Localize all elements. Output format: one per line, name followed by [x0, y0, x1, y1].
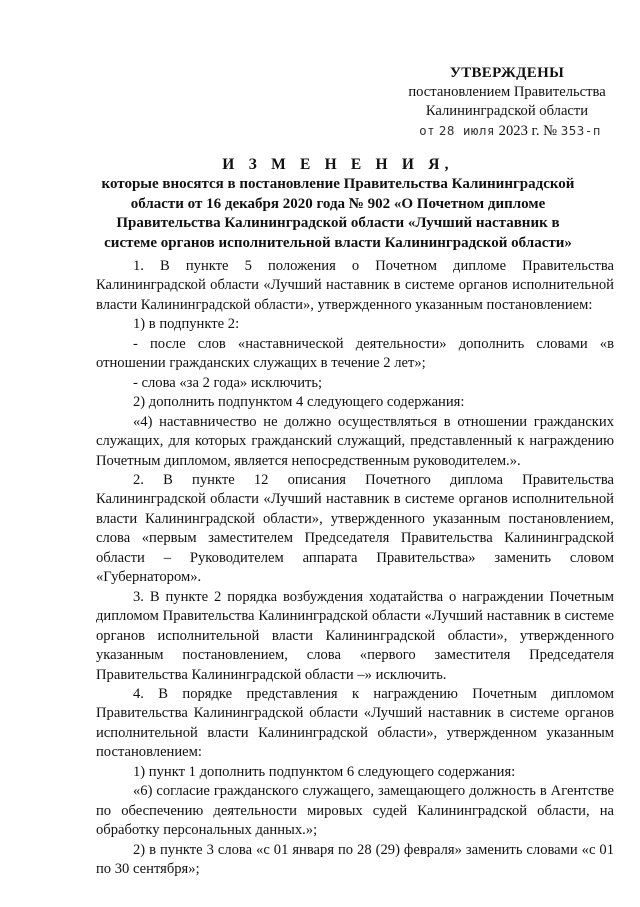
number-prefix: №: [543, 123, 558, 139]
paragraph-1-sub-1-b: - слова «за 2 года» исключить;: [133, 374, 323, 391]
date-year: 2023 г.: [498, 123, 540, 139]
paragraph-1-sub-1: 1) в подпункте 2:: [133, 316, 240, 333]
paragraph-4: 4. В порядке представления к награждению Почетным дипломом Правительства Калининградской области «Лучший наставник в системе органов исполнительной власти Калининградской области», утвержденном указанным постановлением:: [96, 685, 614, 761]
document-title: [96, 155, 580, 253]
approval-date-line: [398, 121, 622, 141]
paragraph-4-sub-2: 2) в пункте 3 слова «с 01 января по 28 (29) февраля» заменить словами «с 01 по 30 сентября»;: [96, 841, 614, 878]
paragraph-4-sub-1-quote: «6) согласие гражданского служащего, замещающего должность в Агентстве по обеспечению деятельности мировых судей Калининградской области, на обработку персональных данных.»;: [96, 783, 614, 839]
paragraph-3: 3. В пункте 2 порядка возбуждения ходатайства о награждении Почетным дипломом Правительства Калининградской области «Лучший наставник в системе органов исполнительной власти Калининградской области», утвержденного указанным постановлением, слова «первого заместителя Председателя Правительства Калининградской области –» исключить.: [96, 588, 614, 683]
title-main: И З М Е Н Е Н И Я,: [222, 156, 454, 173]
paragraph-1-sub-1-a: - после слов «наставнической деятельности» дополнить словами «в отношении гражданских служащих в течение 2 лет»;: [96, 335, 614, 372]
document-body: [96, 257, 614, 880]
date-handwritten: 28 июля: [438, 123, 496, 138]
paragraph-2: 2. В пункте 12 описания Почетного диплома Правительства Калининградской области «Лучший наставник в системе органов исполнительной власти Калининградской области», утвержденного указанным постановлением, слова «первым заместителем Председателя Правительства Калининградской области – Руководителем аппарата Правительства» заменить словом «Губернатором».: [96, 471, 614, 586]
approval-line-1: постановлением Правительства: [408, 84, 606, 100]
approval-heading: УТВЕРЖДЕНЫ: [449, 65, 565, 81]
paragraph-4-sub-1: 1) пункт 1 дополнить подпунктом 6 следующего содержания:: [133, 763, 516, 780]
title-subtitle: которые вносятся в постановление Правительства Калининградской области от 16 декабря 2020 года № 902 «О Почетном дипломе Правительства Калининградской области «Лучший наставник в системе органов исполнительной власти Калининградской области»: [101, 176, 575, 251]
approval-stamp: [392, 64, 622, 141]
paragraph-1-sub-2-quote: «4) наставничество не должно осуществляться в отношении гражданских служащих, для которых гражданский служащий, представленный к награждению Почетным дипломом, является непосредственным руководителем.».: [96, 413, 614, 469]
approval-line-2: Калининградской области: [425, 103, 589, 119]
paragraph-1-sub-2: 2) дополнить подпунктом 4 следующего содержания:: [133, 394, 465, 411]
number-handwritten: 353-п: [560, 123, 601, 138]
paragraph-1: 1. В пункте 5 положения о Почетном дипломе Правительства Калининградской области «Лучший наставник в системе органов исполнительной власти Калининградской области», утвержденного указанным постановлением:: [96, 258, 614, 313]
date-prefix: от: [419, 123, 436, 138]
